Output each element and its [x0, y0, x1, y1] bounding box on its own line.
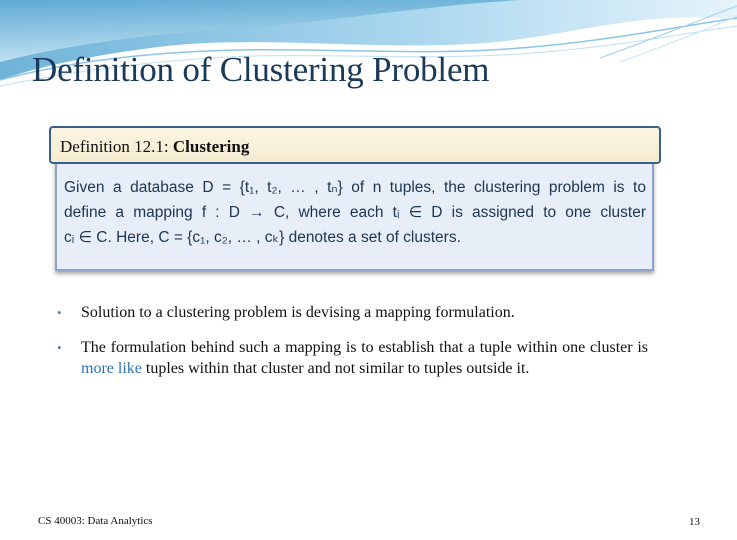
bullet-item [55, 337, 648, 379]
definition-header [49, 126, 661, 164]
bullet-list [55, 302, 648, 393]
slide-title: Definition of Clustering Problem [32, 50, 490, 89]
definition-line-2: define a mapping f : D → C, where each tᵢ ∈ D is assigned to one cluster [64, 204, 646, 221]
footer-page-number: 13 [689, 516, 700, 528]
bullet-item [55, 302, 648, 323]
definition-line-3: cᵢ ∈ C. Here, C = {c₁, c₂, … , cₖ} denotes a set of clusters. [64, 229, 461, 246]
bullet-highlight: more like [81, 360, 142, 377]
bullet-text-before: The formulation behind such a mapping is to establish that a tuple within one cluster is [81, 339, 648, 356]
definition-body [64, 175, 646, 250]
bullet-text-after: tuples within that cluster and not similar to tuples outside it. [141, 360, 530, 377]
bullet-dot-icon: • [57, 340, 62, 355]
footer-course: CS 40003: Data Analytics [38, 515, 153, 527]
definition-line-1: Given a database D = {t₁, t₂, … , tₙ} of n tuples, the clustering problem is to [64, 179, 646, 196]
definition-term: Clustering [172, 137, 250, 156]
bullet-dot-icon: • [57, 305, 62, 320]
definition-label: Definition 12.1: [60, 137, 173, 156]
bullet-text: Solution to a clustering problem is devising a mapping formulation. [81, 304, 515, 321]
